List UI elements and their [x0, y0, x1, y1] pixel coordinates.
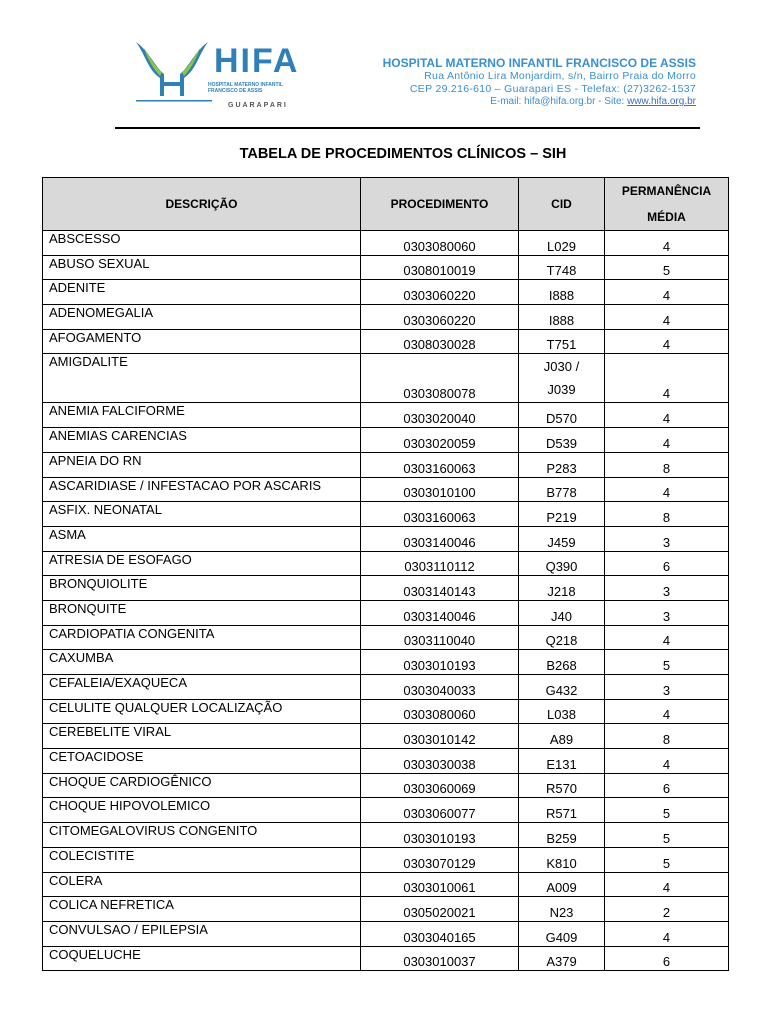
logo-text: HIFA	[214, 42, 300, 80]
cell-permanencia: 4	[605, 231, 729, 256]
cell-permanencia: 4	[605, 280, 729, 305]
table-row	[43, 897, 729, 922]
cell-cid: Q218	[519, 625, 605, 650]
cell-procedimento: 0303040033	[361, 675, 519, 700]
cell-descricao: COQUELUCHE	[43, 946, 361, 971]
cell-permanencia: 4	[605, 477, 729, 502]
table-header-row	[43, 178, 729, 231]
hifa-logo-icon	[132, 38, 212, 108]
cell-procedimento: 0303160063	[361, 452, 519, 477]
table-row	[43, 798, 729, 823]
cell-descricao: CEFALEIA/EXAQUECA	[43, 675, 361, 700]
cell-descricao: ASFIX. NEONATAL	[43, 502, 361, 527]
cell-descricao: ADENOMEGALIA	[43, 305, 361, 330]
cell-permanencia: 5	[605, 255, 729, 280]
cell-procedimento: 0303010193	[361, 650, 519, 675]
cell-permanencia: 8	[605, 452, 729, 477]
cell-procedimento: 0303140143	[361, 576, 519, 601]
cell-descricao: COLICA NEFRETICA	[43, 897, 361, 922]
cell-procedimento: 0303040165	[361, 921, 519, 946]
table-row	[43, 329, 729, 354]
cell-cid: G432	[519, 675, 605, 700]
cell-permanencia: 4	[605, 749, 729, 774]
cell-cid: I888	[519, 305, 605, 330]
logo-city: GUARAPARI	[228, 102, 288, 109]
cell-cid: P283	[519, 452, 605, 477]
cell-procedimento: 0303030038	[361, 749, 519, 774]
cell-cid: I888	[519, 280, 605, 305]
cell-permanencia: 4	[605, 329, 729, 354]
cell-procedimento: 0303070129	[361, 847, 519, 872]
cell-procedimento: 0303140046	[361, 600, 519, 625]
email-label: E-mail: hifa@hifa.org.br - Site:	[490, 96, 628, 107]
cell-procedimento: 0303160063	[361, 502, 519, 527]
cell-permanencia: 4	[605, 403, 729, 428]
cell-descricao: COLERA	[43, 872, 361, 897]
table-row	[43, 576, 729, 601]
cell-permanencia: 4	[605, 305, 729, 330]
table-row	[43, 428, 729, 453]
cell-descricao: ABSCESSO	[43, 231, 361, 256]
cell-permanencia: 5	[605, 847, 729, 872]
cell-procedimento: 0303140046	[361, 526, 519, 551]
cell-cid	[519, 354, 605, 403]
cell-cid: R570	[519, 773, 605, 798]
cell-permanencia: 3	[605, 600, 729, 625]
cell-permanencia: 6	[605, 773, 729, 798]
cell-descricao: AFOGAMENTO	[43, 329, 361, 354]
cell-descricao: CHOQUE HIPOVOLEMICO	[43, 798, 361, 823]
cell-permanencia: 3	[605, 576, 729, 601]
cell-permanencia: 3	[605, 526, 729, 551]
cell-cid: N23	[519, 897, 605, 922]
hospital-name: HOSPITAL MATERNO INFANTIL FRANCISCO DE ASSIS	[382, 56, 696, 70]
cell-permanencia: 6	[605, 946, 729, 971]
header-descricao: DESCRIÇÃO	[43, 178, 361, 231]
table-row	[43, 354, 729, 403]
cell-procedimento: 0303080060	[361, 699, 519, 724]
cell-permanencia: 4	[605, 872, 729, 897]
table-row	[43, 551, 729, 576]
cell-descricao: CETOACIDOSE	[43, 749, 361, 774]
site-link[interactable]: www.hifa.org.br	[627, 96, 696, 107]
cell-procedimento: 0303060220	[361, 280, 519, 305]
contact-block	[383, 56, 696, 108]
address: Rua Antônio Lira Monjardim, s/n, Bairro Praia do Morro	[424, 70, 696, 82]
header-permanencia-line1: PERMANÊNCIA	[621, 184, 712, 198]
cell-cid: L029	[519, 231, 605, 256]
cell-descricao: ASMA	[43, 526, 361, 551]
cell-descricao: ANEMIAS CARENCIAS	[43, 428, 361, 453]
cell-permanencia: 4	[605, 921, 729, 946]
header-procedimento: PROCEDIMENTO	[361, 178, 519, 231]
table-row	[43, 280, 729, 305]
cell-cid: P219	[519, 502, 605, 527]
table-row	[43, 477, 729, 502]
table-row	[43, 724, 729, 749]
cell-cid: B259	[519, 823, 605, 848]
table-row	[43, 502, 729, 527]
cell-descricao: CITOMEGALOVIRUS CONGENITO	[43, 823, 361, 848]
cell-cid-line1: J030 /	[543, 359, 580, 375]
table-row	[43, 773, 729, 798]
cell-procedimento: 0308030028	[361, 329, 519, 354]
email-line	[383, 96, 696, 108]
table-row	[43, 749, 729, 774]
cell-cid: J218	[519, 576, 605, 601]
page-title: TABELA DE PROCEDIMENTOS CLÍNICOS – SIH	[239, 146, 567, 162]
cell-permanencia: 4	[605, 428, 729, 453]
cell-cid: L038	[519, 699, 605, 724]
header-divider	[115, 127, 700, 129]
table-row	[43, 847, 729, 872]
cell-cid: Q390	[519, 551, 605, 576]
cell-descricao: BRONQUITE	[43, 600, 361, 625]
cell-permanencia: 8	[605, 502, 729, 527]
cell-descricao: CAXUMBA	[43, 650, 361, 675]
table-row	[43, 452, 729, 477]
cell-permanencia: 2	[605, 897, 729, 922]
cell-descricao: ADENITE	[43, 280, 361, 305]
cell-descricao: CEREBELITE VIRAL	[43, 724, 361, 749]
table-row	[43, 675, 729, 700]
cell-cid: A379	[519, 946, 605, 971]
cell-permanencia: 3	[605, 675, 729, 700]
cell-procedimento: 0305020021	[361, 897, 519, 922]
cell-cid: G409	[519, 921, 605, 946]
cell-permanencia: 5	[605, 798, 729, 823]
cell-procedimento: 0303080078	[361, 354, 519, 403]
cell-cid: K810	[519, 847, 605, 872]
cell-procedimento: 0303110112	[361, 551, 519, 576]
logo-subtitle: HOSPITAL MATERNO INFANTIL FRANCISCO DE ASSIS	[208, 82, 283, 94]
table-row	[43, 946, 729, 971]
cell-procedimento: 0303010061	[361, 872, 519, 897]
cell-permanencia: 4	[605, 625, 729, 650]
cell-cid: J459	[519, 526, 605, 551]
cell-procedimento: 0303010193	[361, 823, 519, 848]
table-row	[43, 625, 729, 650]
cell-descricao: ASCARIDIASE / INFESTACAO POR ASCARIS	[43, 477, 361, 502]
header-permanencia-line2: MÉDIA	[647, 210, 686, 224]
table-row	[43, 921, 729, 946]
cell-cid: E131	[519, 749, 605, 774]
cell-descricao: ATRESIA DE ESOFAGO	[43, 551, 361, 576]
cell-procedimento: 0303080060	[361, 231, 519, 256]
cell-cid: A89	[519, 724, 605, 749]
header-permanencia	[605, 178, 729, 231]
cell-permanencia: 4	[605, 699, 729, 724]
cep-phone: CEP 29.216-610 – Guarapari ES - Telefax: (27)3262-1537	[409, 83, 696, 95]
cell-cid: T751	[519, 329, 605, 354]
cell-descricao: ABUSO SEXUAL	[43, 255, 361, 280]
cell-descricao: AMIGDALITE	[43, 354, 361, 403]
cell-procedimento: 0303060077	[361, 798, 519, 823]
cell-procedimento: 0308010019	[361, 255, 519, 280]
cell-procedimento: 0303060069	[361, 773, 519, 798]
cell-cid: A009	[519, 872, 605, 897]
cell-descricao: APNEIA DO RN	[43, 452, 361, 477]
cell-cid: D570	[519, 403, 605, 428]
cell-procedimento: 0303060220	[361, 305, 519, 330]
table-row	[43, 231, 729, 256]
table-row	[43, 650, 729, 675]
cell-cid: B778	[519, 477, 605, 502]
cell-descricao: CONVULSAO / EPILEPSIA	[43, 921, 361, 946]
header-cid: CID	[519, 178, 605, 231]
hifa-logo	[132, 38, 300, 112]
cell-procedimento: 0303010142	[361, 724, 519, 749]
cell-cid: R571	[519, 798, 605, 823]
cell-descricao: ANEMIA FALCIFORME	[43, 403, 361, 428]
cell-permanencia: 5	[605, 823, 729, 848]
cell-descricao: COLECISTITE	[43, 847, 361, 872]
cell-cid: D539	[519, 428, 605, 453]
table-row	[43, 526, 729, 551]
procedures-table	[42, 177, 729, 971]
table-row	[43, 823, 729, 848]
cell-permanencia: 4	[605, 354, 729, 403]
cell-descricao: CARDIOPATIA CONGENITA	[43, 625, 361, 650]
cell-cid: J40	[519, 600, 605, 625]
table-row	[43, 255, 729, 280]
table-row	[43, 872, 729, 897]
table-row	[43, 699, 729, 724]
cell-descricao: BRONQUIOLITE	[43, 576, 361, 601]
cell-permanencia: 6	[605, 551, 729, 576]
cell-cid: T748	[519, 255, 605, 280]
cell-cid: B268	[519, 650, 605, 675]
cell-procedimento: 0303020040	[361, 403, 519, 428]
cell-procedimento: 0303110040	[361, 625, 519, 650]
cell-descricao: CELULITE QUALQUER LOCALIZAÇÃO	[43, 699, 361, 724]
cell-procedimento: 0303010100	[361, 477, 519, 502]
cell-permanencia: 5	[605, 650, 729, 675]
table-row	[43, 305, 729, 330]
table-row	[43, 403, 729, 428]
cell-permanencia: 8	[605, 724, 729, 749]
cell-procedimento: 0303020059	[361, 428, 519, 453]
cell-descricao: CHOQUE CARDIOGÊNICO	[43, 773, 361, 798]
cell-procedimento: 0303010037	[361, 946, 519, 971]
cell-cid-line2: J039	[547, 382, 576, 398]
table-row	[43, 600, 729, 625]
